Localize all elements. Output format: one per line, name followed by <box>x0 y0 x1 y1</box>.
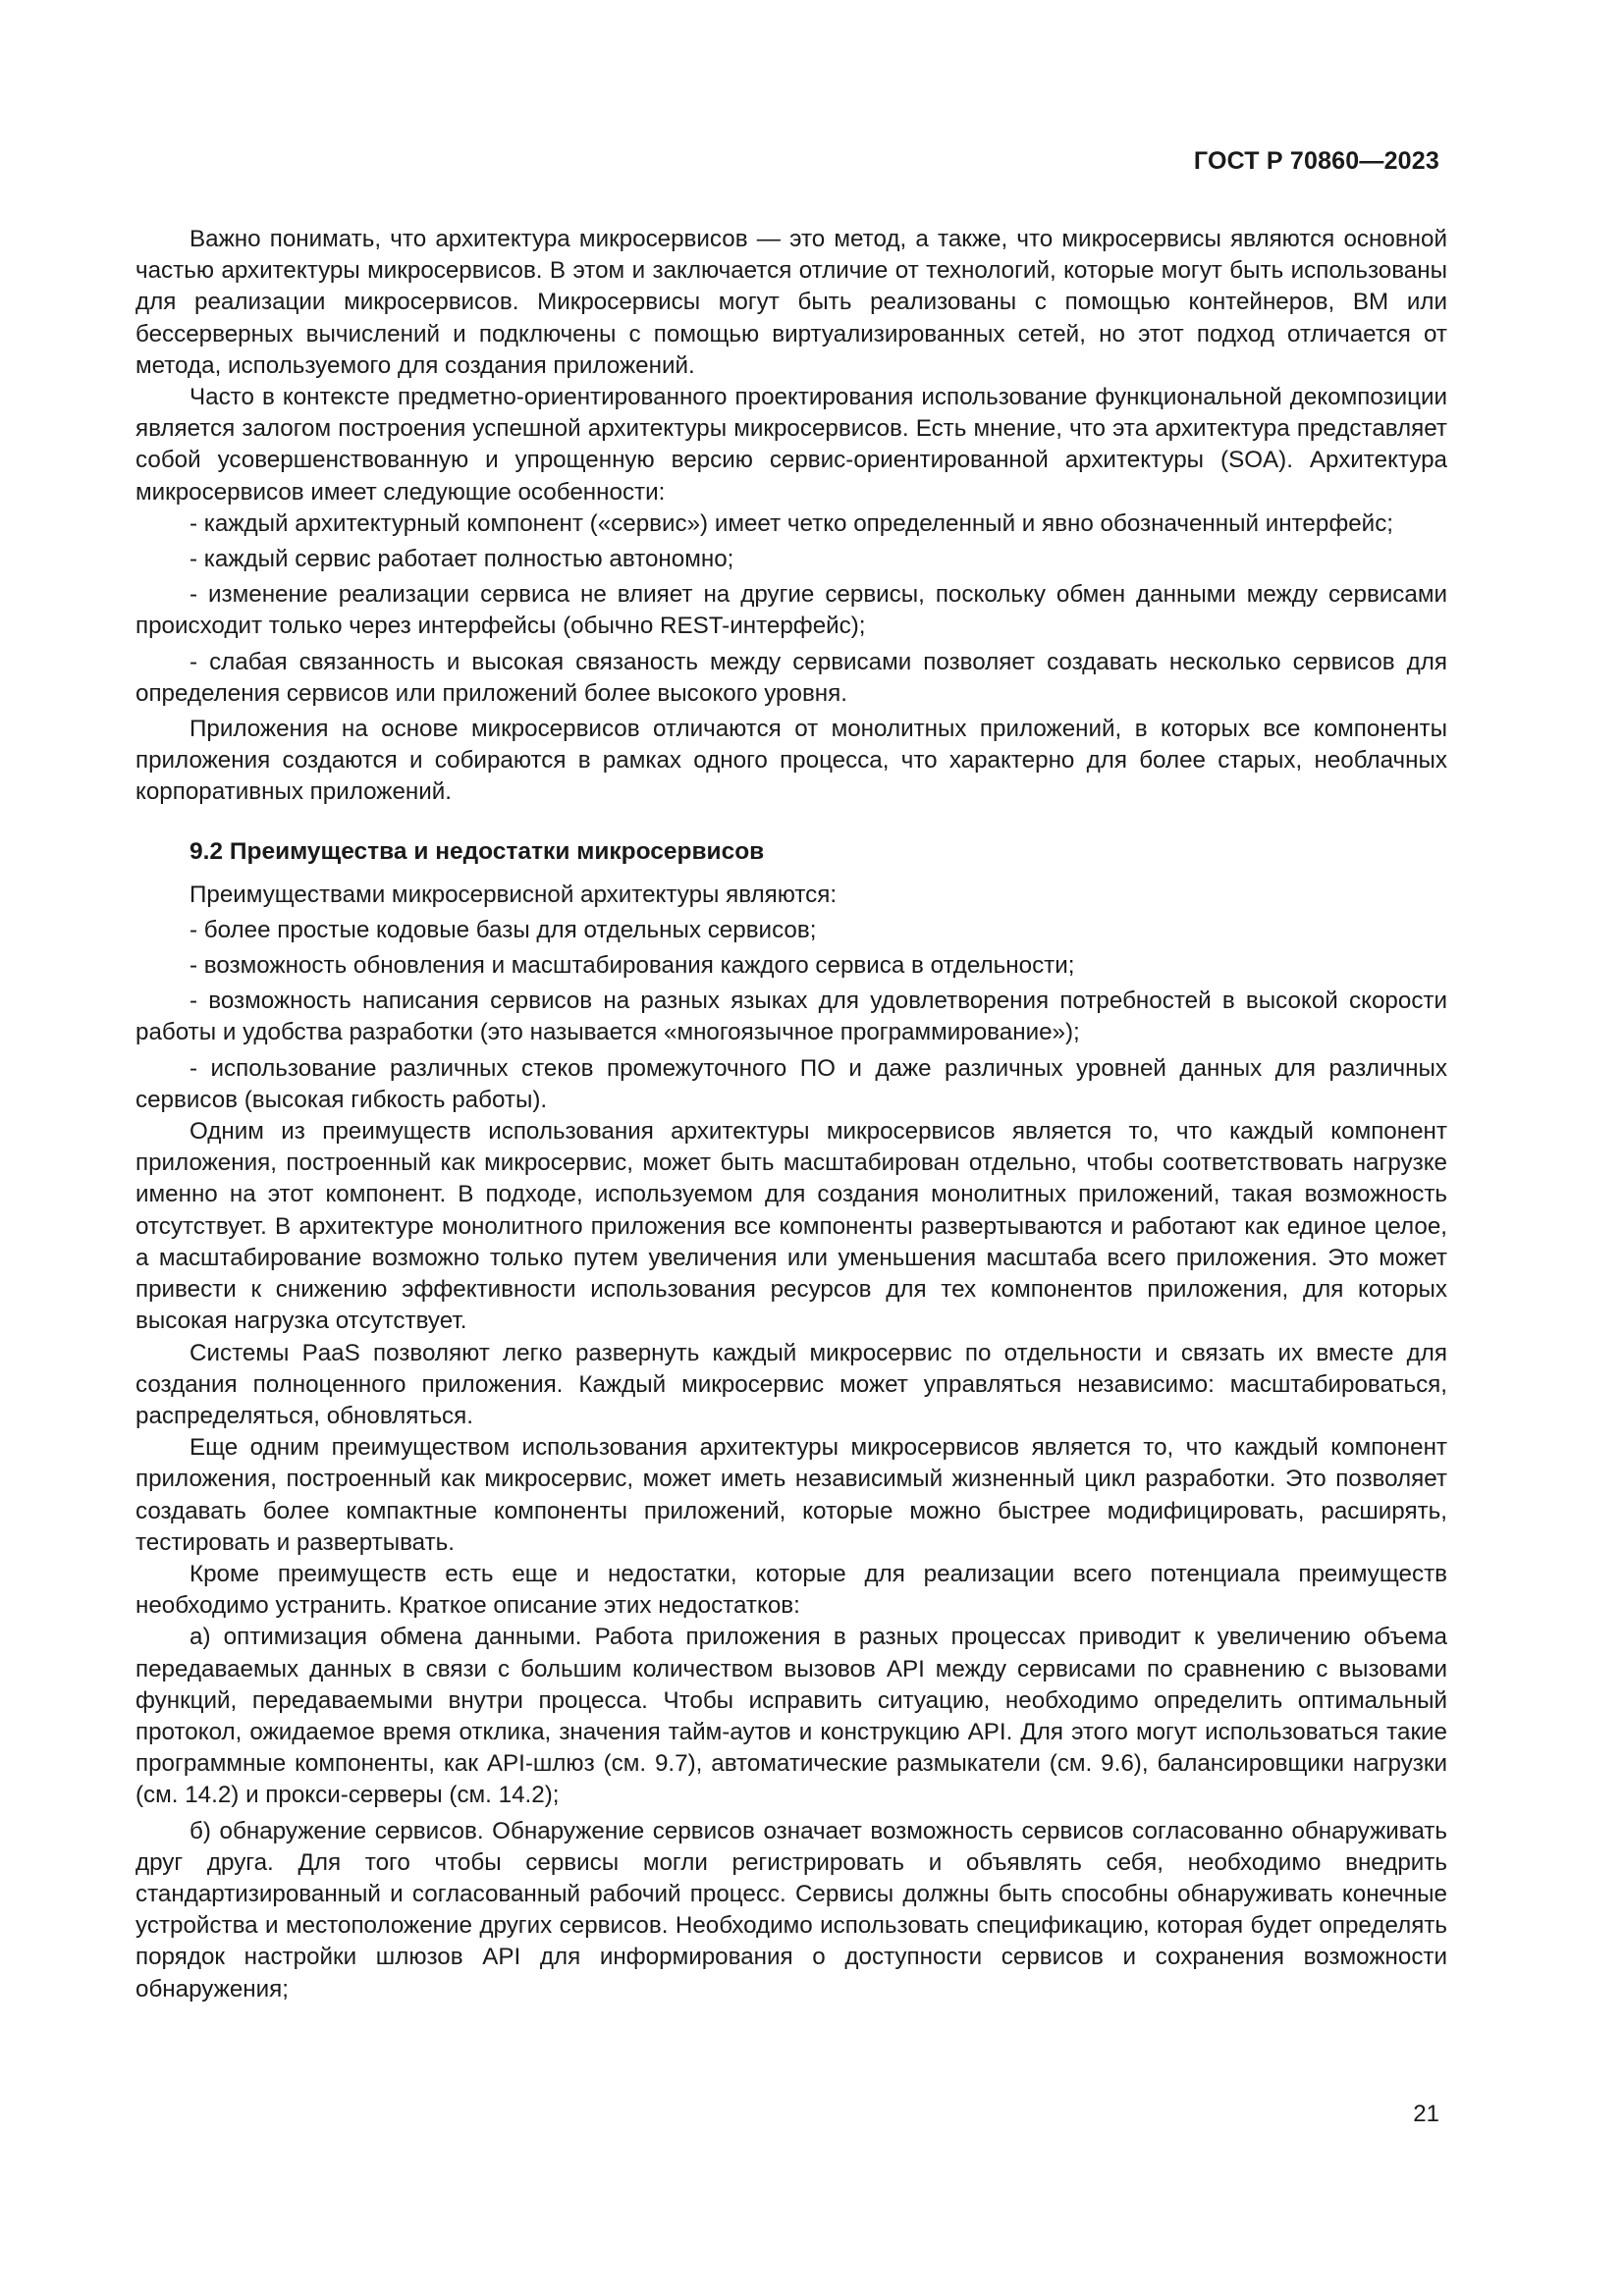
list-item: - использование различных стеков промежуточного ПО и даже различных уровней данных для различных сервисов (высокая гибкость работы). <box>135 1054 1447 1113</box>
paragraph: Кроме преимуществ есть еще и недостатки, которые для реализации всего потенциала преимуществ необходимо устранить. Краткое описание этих недостатков: <box>135 1560 1447 1620</box>
document-body <box>135 224 1447 2005</box>
list-item: - каждый архитектурный компонент («сервис») имеет четко определенный и явно обозначенный интерфейс; <box>189 509 1394 537</box>
list-item: а) оптимизация обмена данными. Работа приложения в разных процессах приводит к увеличению объема передаваемых данных в связи с большим количеством вызовов API между сервисами по сравнению с вызовами функций, передаваемыми внутри процесса. Чтобы исправить ситуацию, необходимо определить оптимальный протокол, ожидаемое время отклика, значения тайм-аутов и конструкцию API. Для этого могут использоваться такие программные компоненты, как API-шлюз (см. 9.7), автоматические размыкатели (см. 9.6), балансировщики нагрузки (см. 14.2) и прокси-серверы (см. 14.2); <box>135 1624 1447 1809</box>
paragraph: Часто в контексте предметно-ориентированного проектирования использование функциональной декомпозиции является залогом построения успешной архитектуры микросервисов. Есть мнение, что эта архитектура представляет собой усовершенствованную и упрощенную версию сервис-ориентированной архитектуры (SOA). Архитектура микросервисов имеет следующие особенности: <box>135 384 1447 506</box>
list-item: - возможность обновления и масштабирования каждого сервиса в отдельности; <box>189 952 1075 980</box>
page-number: 21 <box>1413 2101 1439 2127</box>
list-item: - слабая связанность и высокая связаность между сервисами позволяет создавать несколько сервисов для определения сервисов или приложений более высокого уровня. <box>135 648 1447 707</box>
paragraph: Одним из преимуществ использования архитектуры микросервисов является то, что каждый компонент приложения, построенный как микросервис, может быть масштабирован отдельно, чтобы соответствовать нагрузке именно на этот компонент. В подходе, используемом для создания монолитных приложений, такая возможность отсутствует. В архитектуре монолитного приложения все компоненты развертываются и работают как единое целое, а масштабирование возможно только путем увеличения или уменьшения масштаба всего приложения. Это может привести к снижению эффективности использования ресурсов для тех компонентов приложения, для которых высокая нагрузка отсутствует. <box>135 1118 1447 1335</box>
paragraph: Важно понимать, что архитектура микросервисов — это метод, а также, что микросервисы являются основной частью архитектуры микросервисов. В этом и заключается отличие от технологий, которые могут быть использованы для реализации микросервисов. Микросервисы могут быть реализованы с помощью контейнеров, ВМ или бессерверных вычислений и подключены с помощью виртуализированных сетей, но этот подход отличается от метода, используемого для создания приложений. <box>135 226 1447 379</box>
paragraph: Преимуществами микросервисной архитектуры являются: <box>189 881 838 908</box>
paragraph: Системы PaaS позволяют легко развернуть каждый микросервис по отдельности и связать их вместе для создания полноценного приложения. Каждый микросервис может управляться независимо: масштабироваться, распределяться, обновляться. <box>135 1339 1447 1429</box>
list-item: - более простые кодовые базы для отдельных сервисов; <box>189 916 817 943</box>
document-header: ГОСТ Р 70860—2023 <box>1193 147 1439 175</box>
list-item: - изменение реализации сервиса не влияет на другие сервисы, поскольку обмен данными между сервисами происходит только через интерфейсы (обычно REST-интерфейс); <box>135 581 1447 640</box>
section-heading: 9.2 Преимущества и недостатки микросервисов <box>189 837 765 865</box>
list-item: - возможность написания сервисов на разных языках для удовлетворения потребностей в высокой скорости работы и удобства разработки (это называется «многоязычное программирование»); <box>135 988 1447 1046</box>
paragraph: Приложения на основе микросервисов отличаются от монолитных приложений, в которых все компоненты приложения создаются и собираются в рамках одного процесса, что характерно для более старых, необлачных корпоративных приложений. <box>135 716 1447 806</box>
paragraph: Еще одним преимуществом использования архитектуры микросервисов является то, что каждый компонент приложения, построенный как микросервис, может иметь независимый жизненный цикл разработки. Это позволяет создавать более компактные компоненты приложений, которые можно быстрее модифицировать, расширять, тестировать и развертывать. <box>135 1434 1447 1556</box>
list-item: - каждый сервис работает полностью автономно; <box>189 546 734 573</box>
list-item: б) обнаружение сервисов. Обнаружение сервисов означает возможность сервисов согласованно обнаруживать друг друга. Для того чтобы сервисы могли регистрировать и объявлять себя, необходимо внедрить стандартизированный и согласованный рабочий процесс. Сервисы должны быть способны обнаруживать конечные устройства и местоположение других сервисов. Необходимо использовать спецификацию, которая будет определять порядок настройки шлюзов API для информирования о доступности сервисов и сохранения возможности обнаружения; <box>135 1817 1447 2002</box>
